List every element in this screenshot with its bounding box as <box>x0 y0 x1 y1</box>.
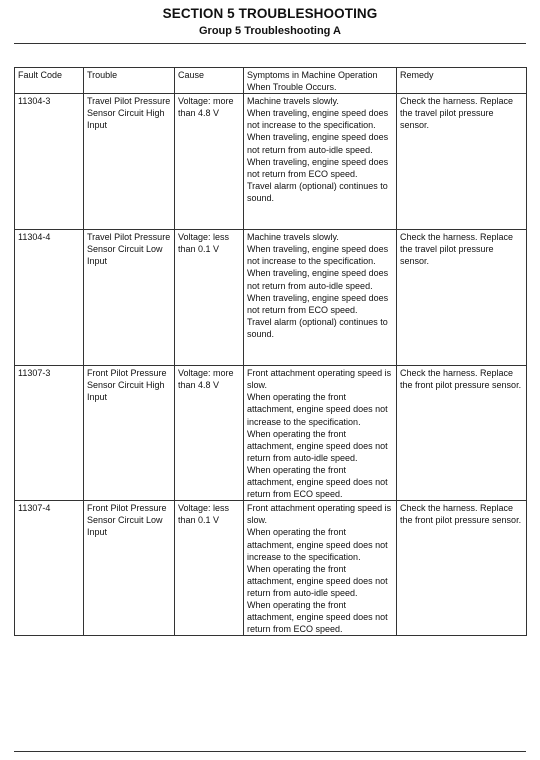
symptom-text: When traveling, engine speed does not return from ECO speed. <box>247 292 389 315</box>
fault-code-cell: 11304-3 <box>15 94 84 230</box>
table-header-row <box>15 68 527 94</box>
symptom-text: When operating the front attachment, engine speed does not increase to the specification. <box>247 392 388 427</box>
table-row <box>15 366 527 501</box>
group-title: Group 5 Troubleshooting A <box>199 25 341 37</box>
cause-cell: Voltage: less than 0.1 V <box>175 501 244 636</box>
table-row <box>15 501 527 636</box>
column-header-trouble: Trouble <box>84 68 175 94</box>
footer-divider <box>14 751 526 752</box>
symptom-text: When traveling, engine speed does not increase to the specification. <box>247 108 389 131</box>
column-header-cause: Cause <box>175 68 244 94</box>
symptom-text: When operating the front attachment, engine speed does not return from ECO speed. <box>247 464 388 500</box>
fault-code-cell: 11307-4 <box>15 501 84 636</box>
cause-cell: Voltage: more than 4.8 V <box>175 94 244 230</box>
symptoms-cell <box>244 366 397 501</box>
table-row <box>15 230 527 366</box>
fault-code-cell: 11304-4 <box>15 230 84 366</box>
remedy-cell: Check the harness. Replace the front pilot pressure sensor. <box>397 501 527 636</box>
column-header-remedy: Remedy <box>397 68 527 94</box>
symptom-text: Travel alarm (optional) continues to sound. <box>247 180 388 203</box>
cause-cell: Voltage: more than 4.8 V <box>175 366 244 501</box>
troubleshooting-table <box>14 67 527 636</box>
symptom-text: Travel alarm (optional) continues to sound. <box>247 316 388 339</box>
symptom-text: Machine travels slowly. <box>247 232 339 243</box>
column-header-fault-code: Fault Code <box>15 68 84 94</box>
symptoms-cell <box>244 94 397 230</box>
trouble-cell: Travel Pilot Pressure Sensor Circuit Low Input <box>84 230 175 366</box>
remedy-cell: Check the harness. Replace the front pilot pressure sensor. <box>397 366 527 501</box>
table-row <box>15 94 527 230</box>
remedy-cell: Check the harness. Replace the travel pilot pressure sensor. <box>397 230 527 366</box>
symptom-text: When traveling, engine speed does not return from auto-idle speed. <box>247 268 389 291</box>
section-title: SECTION 5 TROUBLESHOOTING <box>162 6 378 21</box>
symptom-text: Front attachment operating speed is slow. <box>247 503 392 526</box>
symptoms-cell <box>244 501 397 636</box>
header-divider <box>14 43 526 44</box>
symptom-text: When operating the front attachment, engine speed does not increase to the specification. <box>247 527 388 562</box>
symptom-text: When operating the front attachment, engine speed does not return from auto-idle speed. <box>247 563 388 598</box>
symptom-text: When traveling, engine speed does not return from auto-idle speed. <box>247 132 389 155</box>
symptoms-cell <box>244 230 397 366</box>
cause-cell: Voltage: less than 0.1 V <box>175 230 244 366</box>
symptom-text: When traveling, engine speed does not increase to the specification. <box>247 244 389 267</box>
symptom-text: Machine travels slowly. <box>247 96 339 107</box>
trouble-cell: Travel Pilot Pressure Sensor Circuit High Input <box>84 94 175 230</box>
remedy-cell: Check the harness. Replace the travel pilot pressure sensor. <box>397 94 527 230</box>
trouble-cell: Front Pilot Pressure Sensor Circuit Low Input <box>84 501 175 636</box>
symptom-text: When operating the front attachment, engine speed does not return from auto-idle speed. <box>247 428 388 463</box>
fault-code-cell: 11307-3 <box>15 366 84 501</box>
trouble-cell: Front Pilot Pressure Sensor Circuit High Input <box>84 366 175 501</box>
column-header-symptoms: Symptoms in Machine Operation When Trouble Occurs. <box>244 68 397 94</box>
symptom-text: Front attachment operating speed is slow. <box>247 368 392 391</box>
symptom-text: When traveling, engine speed does not return from ECO speed. <box>247 156 389 179</box>
symptom-text: When operating the front attachment, engine speed does not return from ECO speed. <box>247 599 388 635</box>
